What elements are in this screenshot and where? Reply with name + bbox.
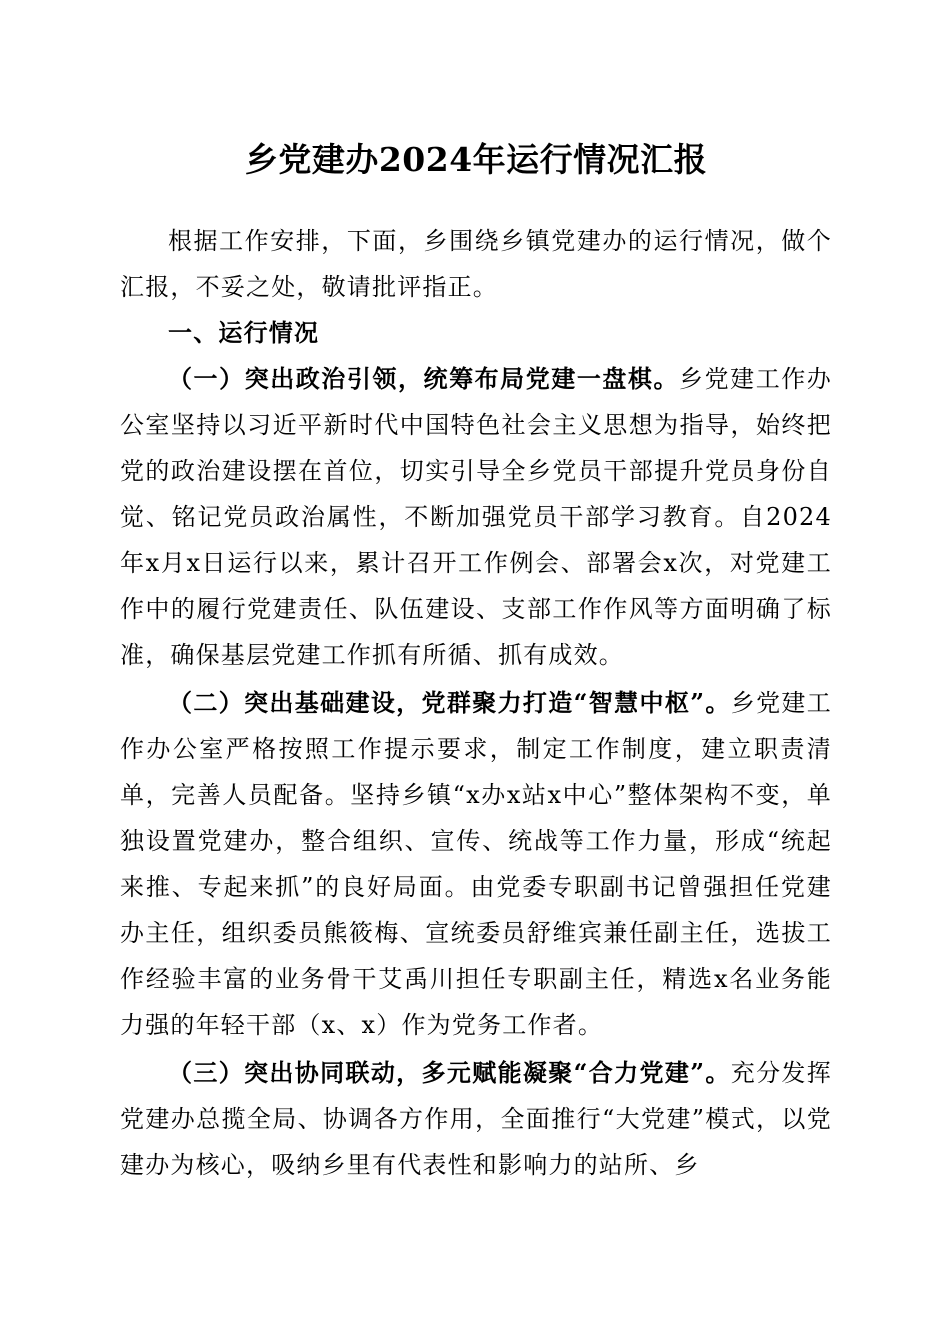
item-body-3: 充分发挥党建办总揽全局、协调各方作用，全面推行“大党建”模式，以党建办为核心，吸纳乡里有代表性和影响力的站所、乡 — [120, 1059, 832, 1179]
document-title: 乡党建办2024年运行情况汇报 — [244, 140, 708, 179]
item-lead-3: （三）突出协同联动，多元赋能凝聚“合力党建”。 — [168, 1058, 731, 1087]
item-body-1: 乡党建工作办公室坚持以习近平新时代中国特色社会主义思想为指导，始终把党的政治建设摆在首位，切实引导全乡党员干部提升党员身份自觉、铭记党员政治属性，不断加强党员干部学习教育。自2024年x月x日运行以来，累计召开工作例会、部署会x次，对党建工作中的履行党建责任、队伍建设、支部工作作风等方面明确了标准，确保基层党建工作抓有所循、抓有成效。 — [120, 365, 833, 669]
item-lead-2: （二）突出基础建设，党群聚力打造“智慧中枢”。 — [168, 688, 731, 717]
item-paragraph-2 — [120, 680, 832, 1048]
intro-paragraph: 根据工作安排，下面，乡围绕乡镇党建办的运行情况，做个汇报，不妥之处，敬请批评指正。 — [120, 227, 832, 301]
item-paragraph-1 — [120, 356, 832, 678]
section-heading-operation: 一、运行情况 — [168, 318, 320, 347]
document-page — [120, 0, 832, 1188]
item-paragraph-3 — [120, 1050, 832, 1188]
item-body-2: 乡党建工作办公室严格按照工作提示要求，制定工作制度，建立职责清单，完善人员配备。坚持乡镇“x办x站x中心”整体架构不变，单独设置党建办，整合组织、宣传、统战等工作力量，形成“统起来推、专起来抓”的良好局面。由党委专职副书记曾强担任党建办主任，组织委员熊筱梅、宣统委员舒维宾兼任副主任，选拔工作经验丰富的业务骨干艾禹川担任专职副主任，精选x名业务能力强的年轻干部（x、x）作为党务工作者。 — [120, 689, 832, 1039]
item-lead-1: （一）突出政治引领，统筹布局党建一盘棋。 — [168, 364, 680, 393]
